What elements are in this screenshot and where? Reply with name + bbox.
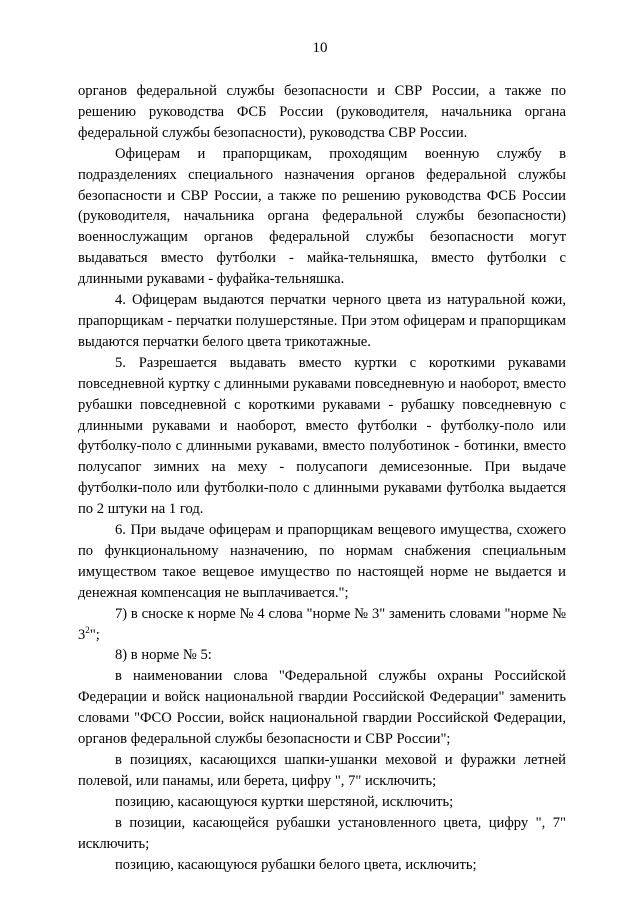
footnote-superscript: 2 (85, 624, 90, 635)
paragraph-wool-jacket: позицию, касающуюся куртки шерстяной, исключить; (115, 793, 454, 810)
footnote-text-before: 7) в сноске к норме № 4 слова "норме № 3" заменить словами "норме № 3 (78, 605, 566, 643)
paragraph-item-6-compensation: 6. При выдаче офицерам и прапорщикам вещевого имущества, схожего по функциональному назначению, по нормам снабжения специальным имуществом такое вещевое имущество по настоящей норме не выдается и денежная компенсация не выплачивается."; (78, 522, 566, 601)
paragraph-special-units: Офицерам и прапорщикам, проходящим военную службу в подразделениях специального назначения органов федеральной службы безопасности и СВР России, а также по решению руководства ФСБ России (руководителя, начальника органа федеральной службы безопасности) военнослужащим органов федеральной службы безопасности могут выдаваться вместо футболки - майка-тельняшка, вместо футболки с длинными рукавами - фуфайка-тельняшка. (78, 145, 566, 288)
paragraph-item-8-heading: 8) в норме № 5: (115, 647, 212, 664)
paragraph-item-7-footnote (78, 604, 566, 646)
paragraph-item-5-substitution: 5. Разрешается выдавать вместо куртки с короткими рукавами повседневной куртку с длинными рукавами повседневную и наоборот, вместо рубашки повседневной с короткими рукавами - рубашку повседневную с длинными рукавами и наоборот, вместо футболки - футболку-поло или футболку-поло с длинными рукавами, вместо полуботинок - ботинки, вместо полусапог зимних на меху - полусапоги демисезонные. При выдаче футболки-поло или футболки-поло с длинными рукавами футболка выдается по 2 штуки на 1 год. (78, 354, 566, 518)
paragraph-shirt-color: в позиции, касающейся рубашки установленного цвета, цифру ", 7" исключить; (78, 814, 566, 852)
paragraph-rename-title: в наименовании слова "Федеральной службы охраны Российской Федерации и войск национальной гвардии Российской Федерации" заменить словами "ФСО России, войск национальной гвардии Российской Федерации, органов федеральной службы безопасности и СВР России"; (78, 668, 566, 748)
document-body (78, 81, 566, 875)
paragraph-white-shirt: позицию, касающуюся рубашки белого цвета, исключить; (115, 856, 477, 873)
paragraph-item-4-gloves: 4. Офицерам выдаются перчатки черного цвета из натуральной кожи, прапорщикам - перчатки полушерстяные. При этом офицерам и прапорщикам выдаются перчатки белого цвета трикотажные. (78, 292, 566, 350)
paragraph-hat-positions: в позициях, касающихся шапки-ушанки меховой и фуражки летней полевой, или панамы, или берета, цифру ", 7" исключить; (78, 752, 566, 789)
paragraph-continuation: органов федеральной службы безопасности и СВР России, а также по решению руководства ФСБ России (руководителя, начальника органа федеральной службы безопасности), руководства СВР России. (78, 83, 566, 141)
page-number: 10 (312, 40, 328, 56)
footnote-text-after: "; (89, 626, 100, 643)
